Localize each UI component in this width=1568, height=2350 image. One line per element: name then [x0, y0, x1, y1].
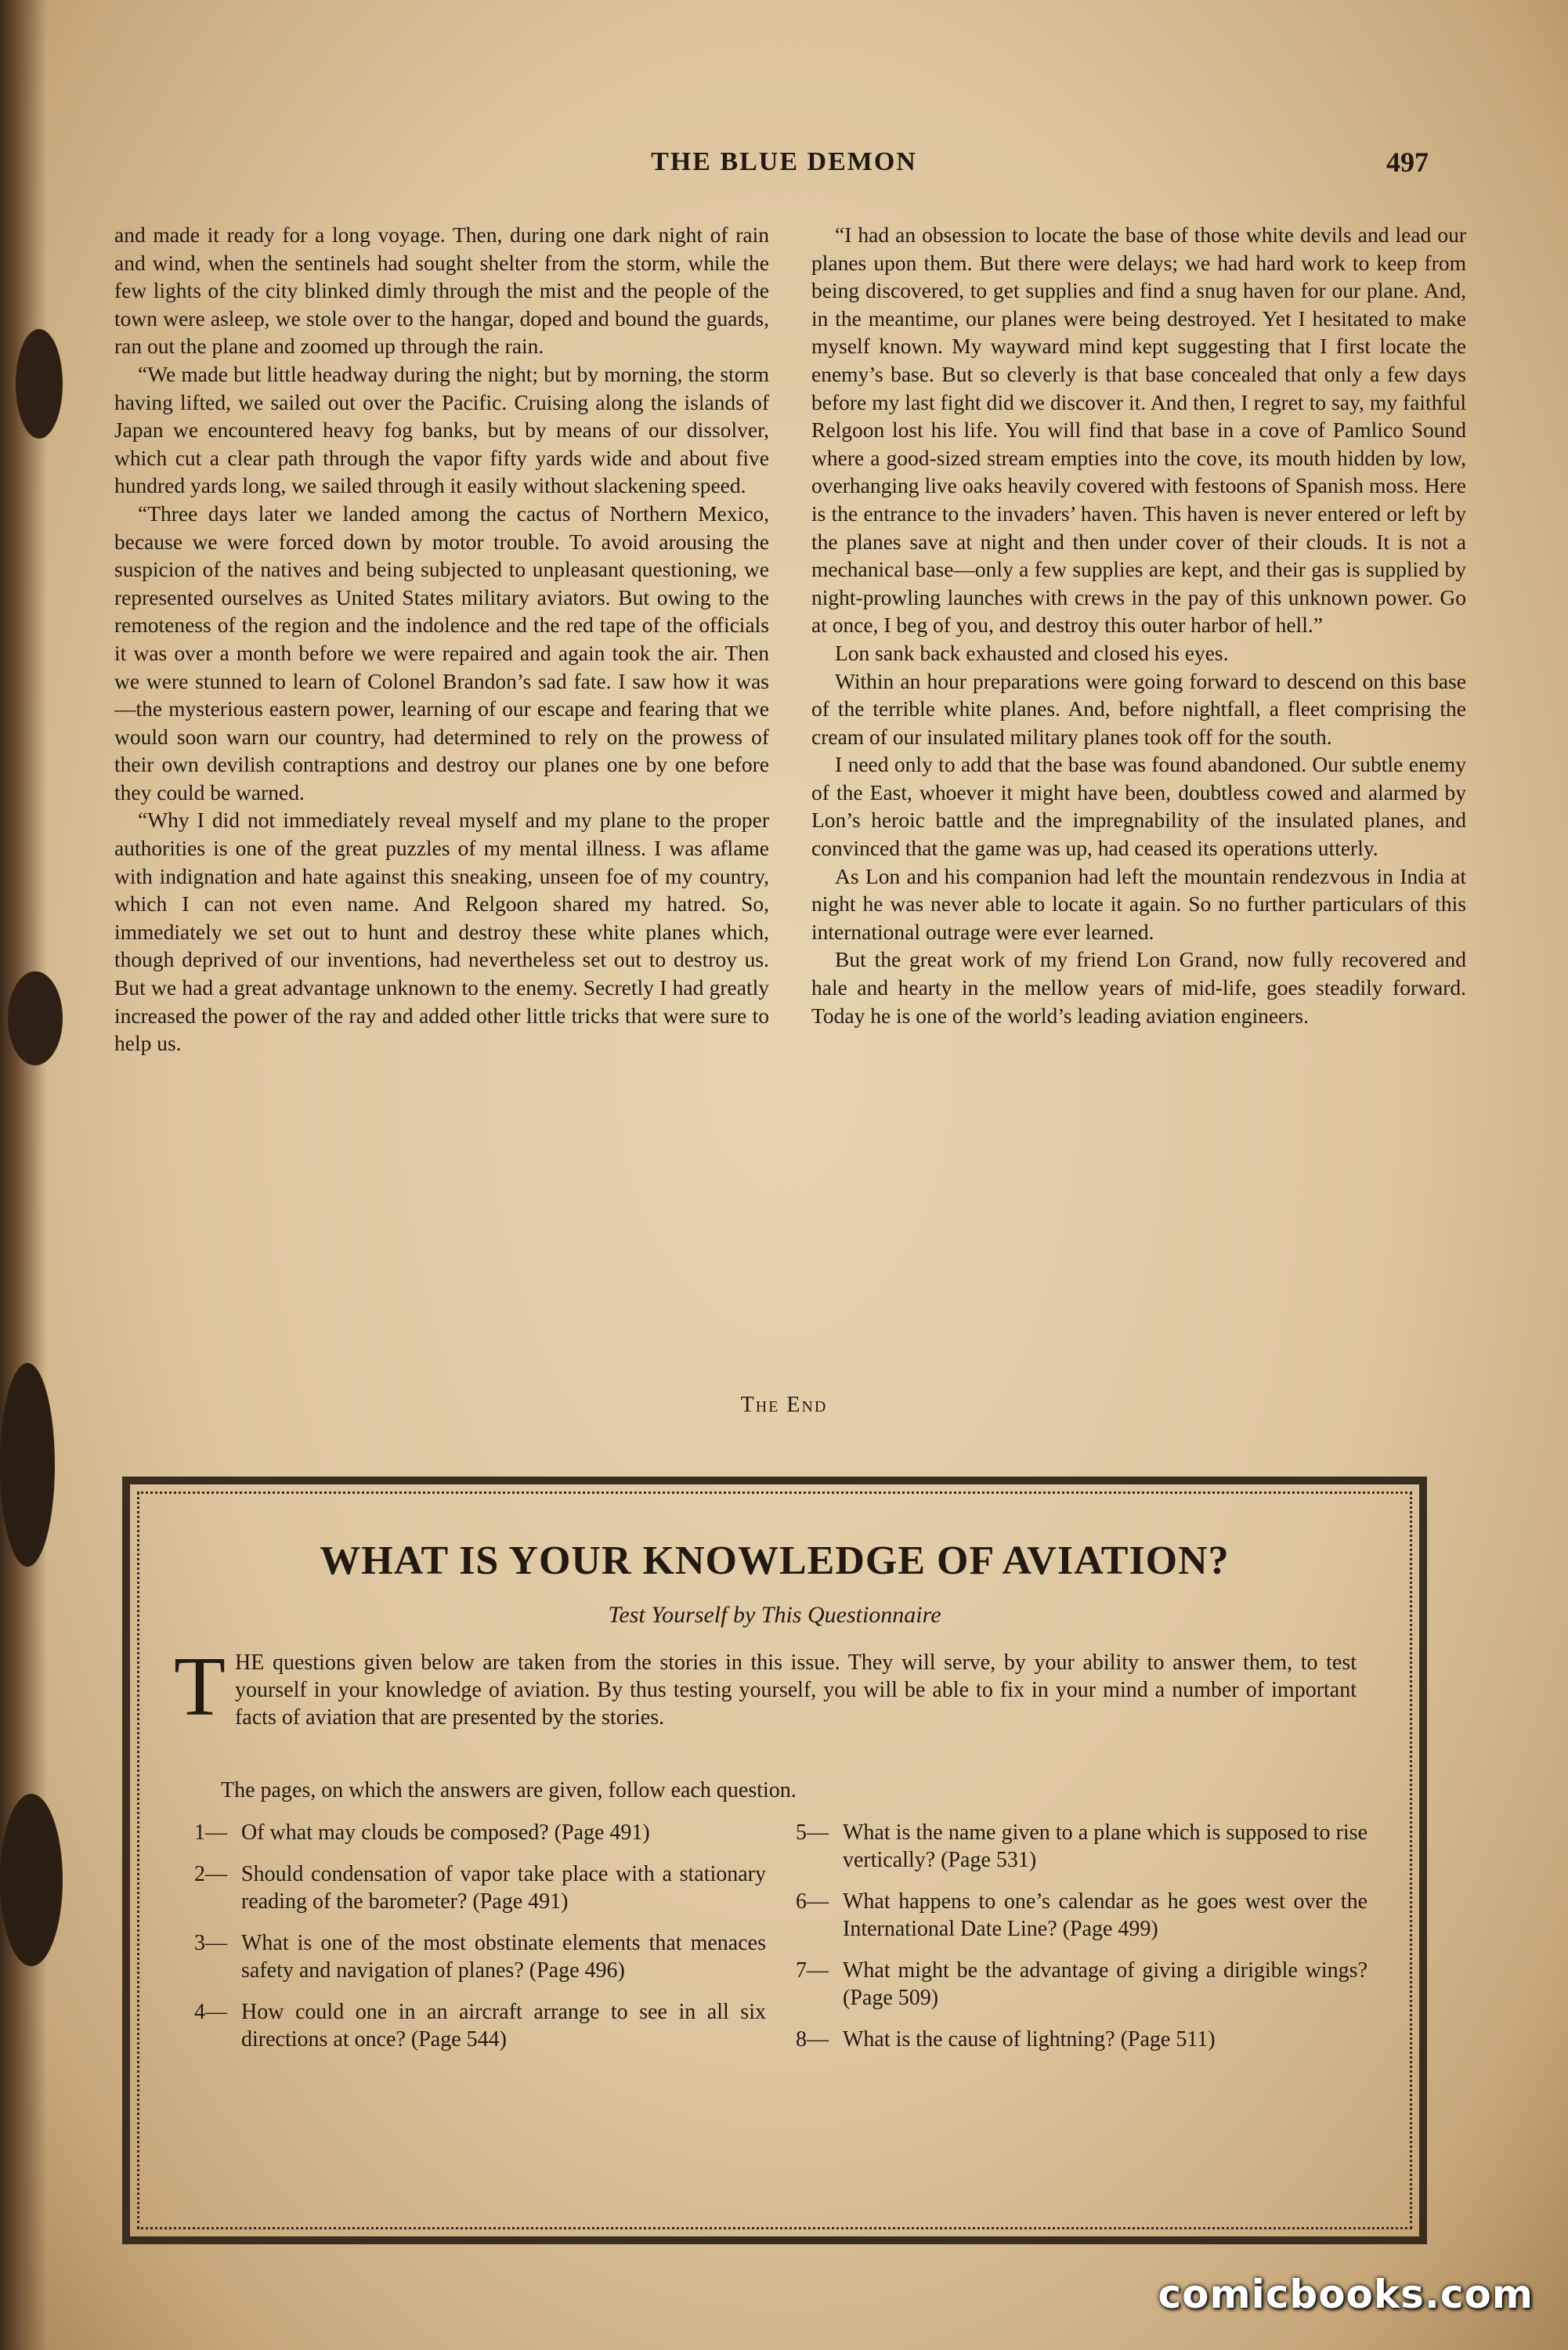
- quiz-question: [194, 1860, 766, 1915]
- quiz-question: [194, 1819, 766, 1846]
- story-paragraph: Within an hour preparations were going forward to descend on this base of the terrible white planes. And, before nightfall, a fleet comprising the cream of our insulated military planes took off for the south.: [811, 668, 1466, 749]
- paper-stain: [16, 329, 63, 439]
- quiz-question: [796, 1957, 1367, 2012]
- quiz-question: [796, 1819, 1367, 1874]
- story-paragraph: “I had an obsession to locate the base of those white devils and lead our planes upon them. But there were delays; we had hard work to keep from being discovered, to get supplies and find a snug haven for our plane. And, in the meantime, our planes were being destroyed. Yet I hesitated to make myself known. My wayward mind kept suggesting that I first locate the enemy’s base. But so cleverly is that base concealed that only a few days before my last fight did we discover it. And then, I regret to say, my faithful Relgoon lost his life. You will find that base in a cove of Pamlico Sound where a good-sized stream empties into the cove, its mouth hidden by low, overhanging live oaks heavily covered with festoons of Spanish moss. Here is the entrance to the invaders’ haven. This haven is never entered or left by the planes save at night and then under cover of their clouds. It is not a mechanical base—only a few supplies are kept, and their gas is supplied by night-prowling launches with crews in the pay of this unknown power. Go at once, I beg of you, and destroy this outer harbor of hell.”: [811, 222, 1466, 638]
- question-text: What is the name given to a plane which is supposed to rise vertically? (Page 531): [843, 1820, 1367, 1872]
- question-number: 5—: [796, 1820, 829, 1845]
- question-number: 8—: [796, 2027, 829, 2052]
- story-paragraph: Lon sank back exhausted and closed his eyes.: [835, 640, 1229, 665]
- watermark-logo: comicbooks.com: [1158, 2272, 1534, 2317]
- quiz-question: [194, 1998, 766, 2053]
- story-paragraph: I need only to add that the base was found abandoned. Our subtle enemy of the East, whoever it might have been, doubtless cowed and alarmed by Lon’s heroic battle and the impregnability of the insulated planes, and convinced that the game was up, had ceased its operations utterly.: [811, 752, 1466, 861]
- quiz-note: The pages, on which the answers are given, follow each question.: [221, 1778, 797, 1802]
- question-text: Should condensation of vapor take place with a stationary reading of the barometer? (Page 491): [241, 1862, 766, 1914]
- story-paragraph: As Lon and his companion had left the mountain rendezvous in India at night he was never able to locate it again. So no further particulars of this international outrage were ever learned.: [811, 863, 1466, 944]
- drop-cap: T: [174, 1640, 226, 1734]
- aviation-quiz-box: [122, 1477, 1427, 2244]
- quiz-subtitle: Test Yourself by This Questionnaire: [608, 1602, 941, 1628]
- running-head: THE BLUE DEMON: [651, 147, 917, 176]
- quiz-question: [796, 1888, 1367, 1943]
- question-number: 6—: [796, 1889, 829, 1914]
- story-paragraph: and made it ready for a long voyage. Then, during one dark night of rain and wind, when the sentinels had sought shelter from the storm, while the few lights of the city blinked dimly through the mist and the people of the town were asleep, we stole over to the hangar, doped and bound the guards, ran out the plane and zoomed up through the rain.: [114, 222, 769, 359]
- question-number: 1—: [194, 1820, 227, 1845]
- story-paragraph: But the great work of my friend Lon Grand, now fully recovered and hale and hearty in the mellow years of mid-life, goes steadily forward. Today he is one of the world’s leading aviation engineers.: [811, 947, 1466, 1028]
- question-text: How could one in an aircraft arrange to see in all six directions at once? (Page 544): [241, 2000, 766, 2052]
- question-number: 4—: [194, 2000, 227, 2024]
- story-paragraph: “Three days later we landed among the cactus of Northern Mexico, because we were forced down by motor trouble. To avoid arousing the suspicion of the natives and being subjected to unpleasant questioning, we represented ourselves as United States military aviators. But owing to the remoteness of the region and the indolence and the red tape of the officials it was over a month before we were repaired and again took the air. Then we were stunned to learn of Colonel Brandon’s sad fate. I saw how it was—the mysterious eastern power, learning of our escape and fearing that we would soon warn our country, had determined to rely on the prowess of their own devilish contraptions and destroy our planes one by one before they could be warned.: [114, 501, 769, 804]
- quiz-question: [194, 1929, 766, 1984]
- question-text: What is one of the most obstinate elements that menaces safety and navigation of planes? (Page 496): [241, 1931, 766, 1983]
- story-paragraph: “Why I did not immediately reveal myself and my plane to the proper authorities is one of the great puzzles of my mental illness. I was aflame with indignation and hate against this sneaking, unseen foe of my country, which I can not even name. And Relgoon shared my hatred. So, immediately we set out to hunt and destroy these white planes which, though deprived of our inventions, had nevertheless set out to destroy us. But we had a great advantage unknown to the enemy. Secretly I had greatly increased the power of the ray and added other little tricks that were sure to help us.: [114, 808, 769, 1056]
- questions-left-column: [194, 1819, 766, 2067]
- paper-stain: [8, 971, 63, 1065]
- quiz-intro-text: HE questions given below are taken from the stories in this issue. They will serve, by your ability to answer them, to test yourself in your knowledge of aviation. By thus testing yourself, you will be able to fix in your mind a number of important facts of aviation that are presented by the stories.: [234, 1650, 1357, 1730]
- quiz-title: WHAT IS YOUR KNOWLEDGE OF AVIATION?: [320, 1538, 1230, 1583]
- question-text: What is the cause of lightning? (Page 511): [843, 2027, 1216, 2052]
- story-column-left: [114, 221, 769, 1382]
- quiz-question: [796, 2026, 1367, 2053]
- question-text: Of what may clouds be composed? (Page 491): [241, 1820, 650, 1845]
- question-number: 2—: [194, 1862, 227, 1886]
- question-number: 7—: [796, 1958, 829, 1983]
- quiz-intro: [174, 1640, 1357, 1734]
- story-column-right: [811, 221, 1466, 1382]
- story-paragraph: “We made but little headway during the night; but by morning, the storm having lifted, we sailed out over the Pacific. Cruising along the islands of Japan we encountered heavy fog banks, but by means of our dissolver, which cut a clear path through the vapor fifty yards wide and about five hundred yards long, we sailed through it easily without slackening speed.: [114, 361, 769, 498]
- question-number: 3—: [194, 1931, 227, 1955]
- questions-right-column: [796, 1819, 1367, 2067]
- question-text: What happens to one’s calendar as he goes west over the International Date Line? (Page 499): [843, 1889, 1367, 1941]
- question-text: What might be the advantage of giving a dirigible wings? (Page 509): [843, 1958, 1367, 2010]
- the-end-mark: The End: [740, 1393, 828, 1417]
- page-number: 497: [1386, 146, 1429, 178]
- paper-stain: [0, 1794, 63, 1966]
